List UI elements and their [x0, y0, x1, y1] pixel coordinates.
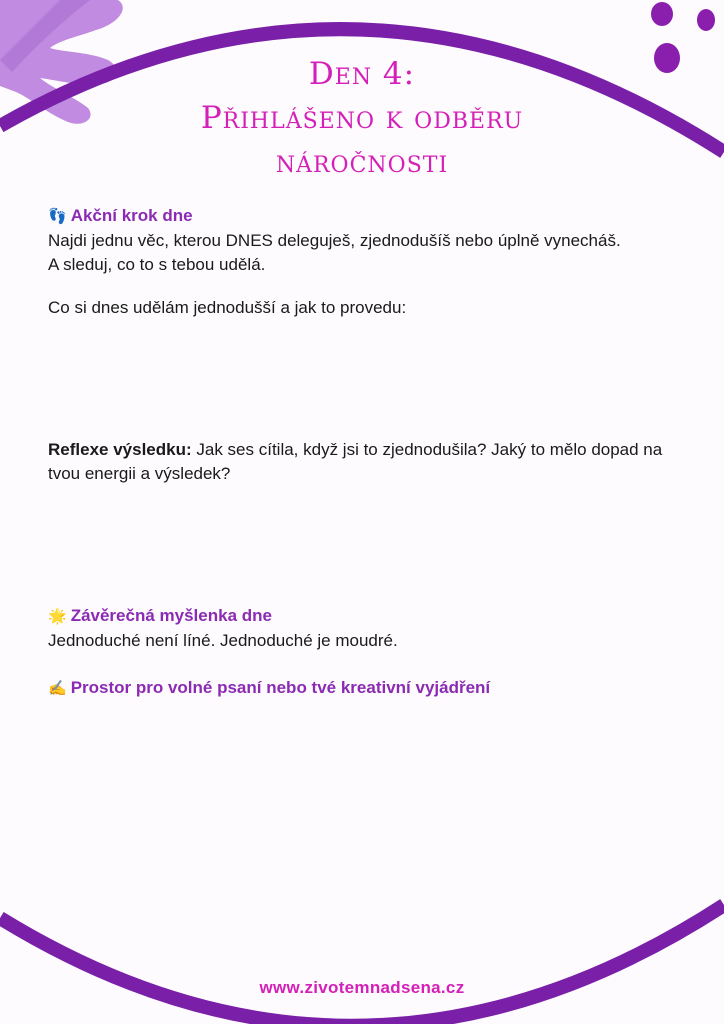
- page-title: [0, 52, 724, 184]
- action-step-line-2: A sleduj, co to s tebou udělá.: [48, 255, 266, 274]
- action-step-heading: 👣 Akční krok dne: [48, 206, 193, 225]
- title-line-2: Přihlášeno k odběru: [200, 100, 524, 136]
- closing-thought-text: Jednoduché není líné. Jednoduché je moudré.: [48, 631, 398, 650]
- free-writing-heading: ✍️ Prostor pro volné psaní nebo tvé kreativní vyjádření: [48, 678, 491, 697]
- reflection-section: [48, 438, 688, 486]
- action-step-section: [48, 204, 698, 277]
- writing-hand-icon: ✍️: [48, 680, 67, 697]
- action-step-prompt: Co si dnes udělám jednodušší a jak to provedu:: [48, 298, 407, 317]
- reflection-text: Jak ses cítila, když jsi to zjednodušila? Jaký to mělo dopad na tvou energii a výsledek?: [48, 440, 663, 483]
- footer-url[interactable]: www.zivotemnadsena.cz: [259, 978, 465, 997]
- title-line-1: Den 4:: [308, 56, 416, 92]
- reflection-label: Reflexe výsledku:: [48, 440, 192, 459]
- action-step-line-1: Najdi jednu věc, kterou DNES deleguješ, zjednodušíš nebo úplně vynecháš.: [48, 231, 621, 250]
- star-icon: 🌟: [48, 608, 67, 625]
- closing-thought-heading: 🌟 Závěrečná myšlenka dne: [48, 606, 272, 625]
- free-writing-section: [48, 676, 698, 701]
- closing-thought-section: [48, 604, 698, 653]
- footprints-icon: 👣: [48, 208, 67, 225]
- bottom-arc: [0, 905, 724, 1024]
- title-line-3: náročnosti: [275, 144, 449, 180]
